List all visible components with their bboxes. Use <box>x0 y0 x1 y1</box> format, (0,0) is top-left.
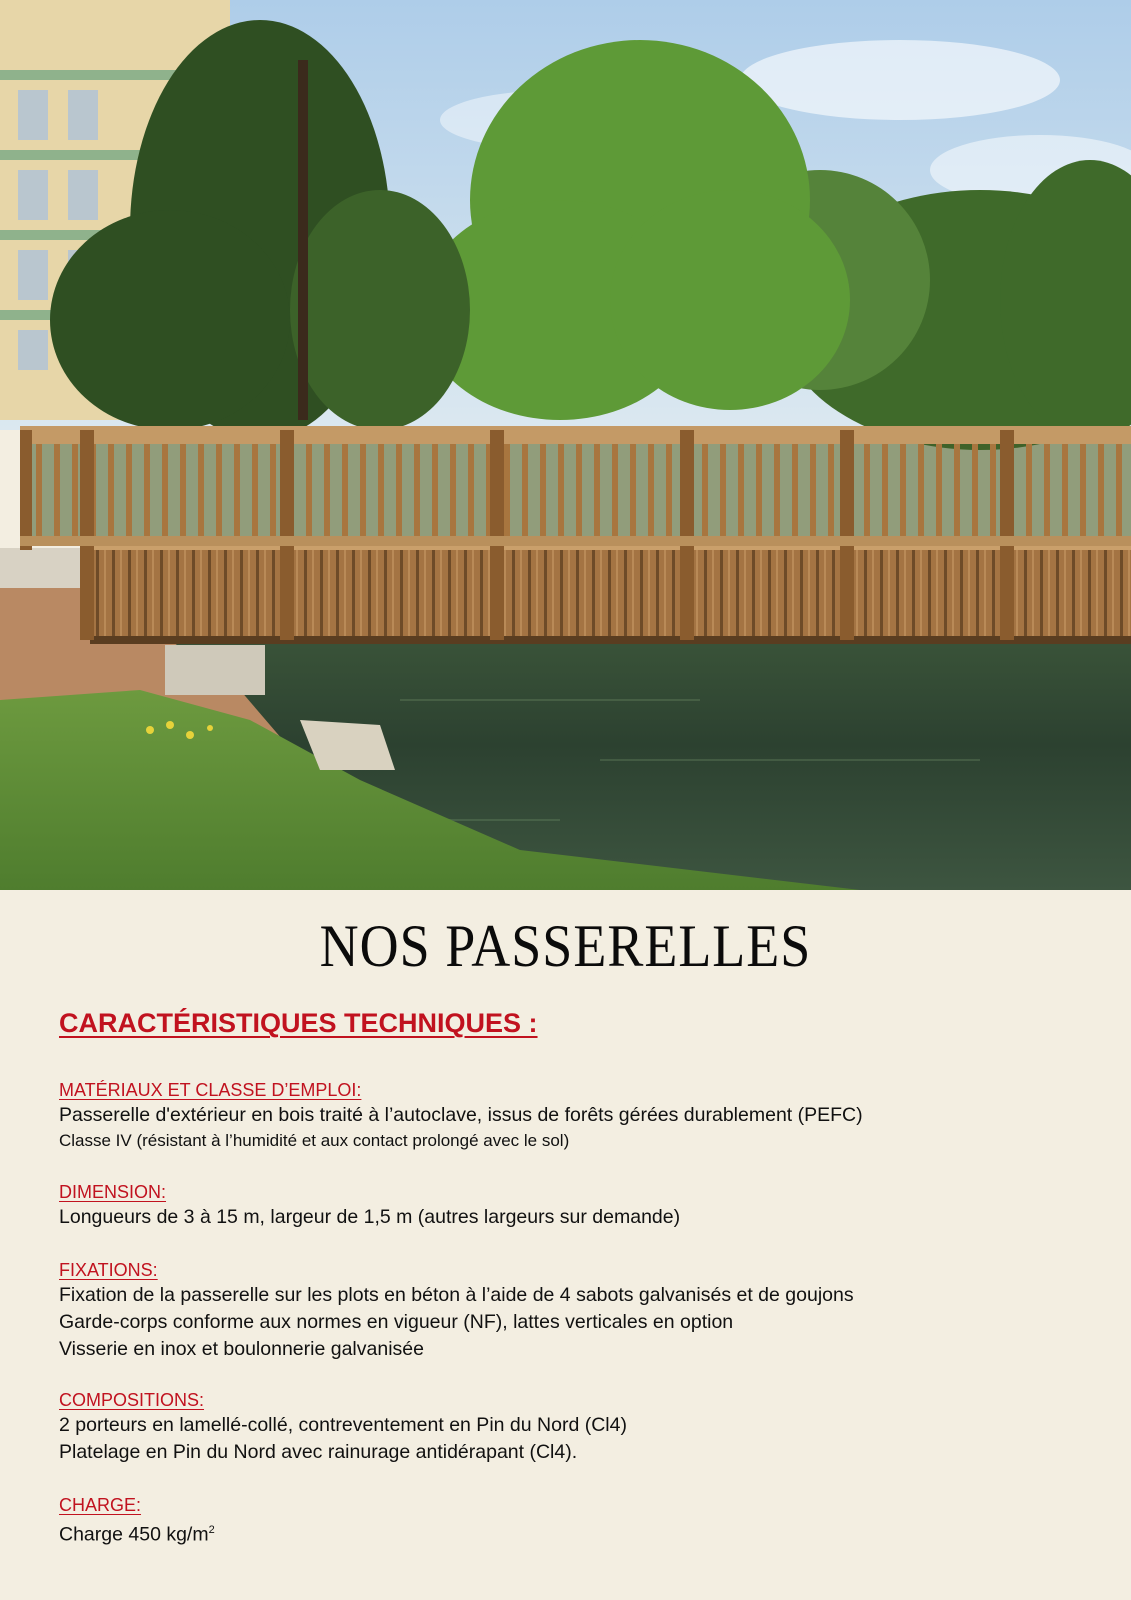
section-line: Passerelle d'extérieur en bois traité à l’autoclave, issus de forêts gérées durablement (PEFC) <box>59 1104 863 1126</box>
section-label: MATÉRIAUX ET CLASSE D’EMPLOI: <box>59 1080 362 1100</box>
section-label: FIXATIONS: <box>59 1260 158 1280</box>
charge-exponent: 2 <box>208 1524 215 1536</box>
section-line: Visserie en inox et boulonnerie galvanisée <box>59 1338 424 1360</box>
section-line: Garde-corps conforme aux normes en vigueur (NF), lattes verticales en option <box>59 1311 734 1333</box>
charge-value: Charge 450 kg/m <box>59 1523 209 1546</box>
section-materiaux <box>59 1078 863 1153</box>
section-line: Longueurs de 3 à 15 m, largeur de 1,5 m (autres largeurs sur demande) <box>59 1206 681 1228</box>
section-line: 2 porteurs en lamellé-collé, contreventement en Pin du Nord (Cl4) <box>59 1414 627 1436</box>
section-charge <box>59 1493 215 1549</box>
page-title: NOS PASSERELLES <box>319 912 812 980</box>
content-area <box>0 890 1131 1600</box>
section-fixations <box>59 1258 854 1363</box>
section-line <box>59 1517 215 1549</box>
technical-heading: CARACTÉRISTIQUES TECHNIQUES : <box>59 1008 538 1038</box>
section-label: DIMENSION: <box>59 1182 167 1202</box>
section-line: Platelage en Pin du Nord avec rainurage antidérapant (Cl4). <box>59 1441 578 1463</box>
section-dimension <box>59 1180 680 1231</box>
section-line: Classe IV (résistant à l’humidité et aux contact prolongé avec le sol) <box>59 1131 570 1150</box>
section-line: Fixation de la passerelle sur les plots en béton à l’aide de 4 sabots galvanisés et de goujons <box>59 1284 854 1306</box>
section-label: COMPOSITIONS: <box>59 1390 205 1410</box>
section-compositions <box>59 1388 627 1466</box>
section-label: CHARGE: <box>59 1495 142 1515</box>
